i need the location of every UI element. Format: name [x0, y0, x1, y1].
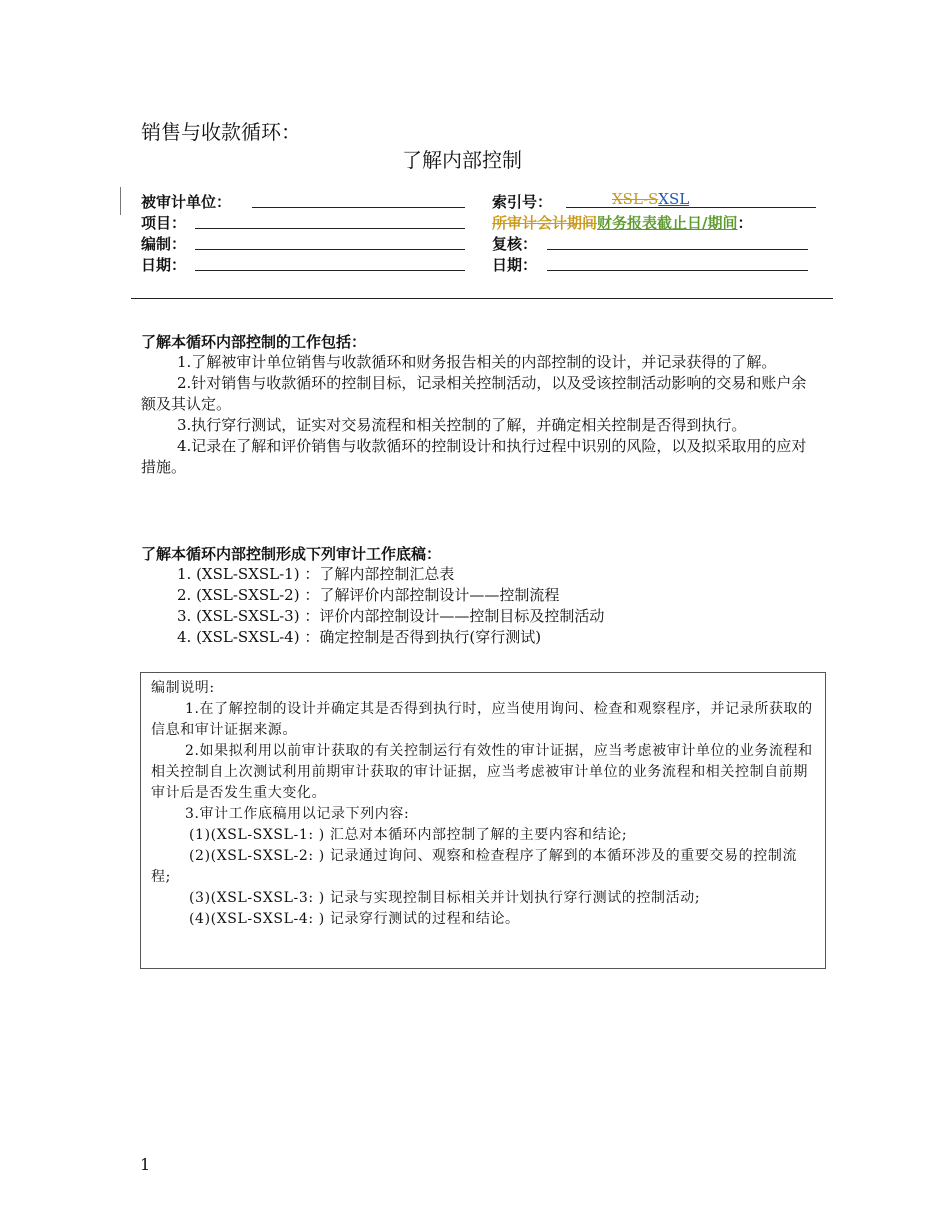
- index-value-deleted: XSL-S: [612, 190, 659, 208]
- index-value-inserted: XSL: [658, 190, 690, 208]
- workpaper-item: 3. (XSL-SXSL-3) ：评价内部控制设计——控制目标及控制活动: [177, 607, 605, 625]
- workpapers-heading: 了解本循环内部控制形成下列审计工作底稿：: [141, 545, 442, 563]
- revision-marker: [120, 187, 121, 215]
- project-field[interactable]: [195, 228, 465, 229]
- workpaper-item: 1. (XSL-SXSL-1) ：了解内部控制汇总表: [177, 565, 455, 583]
- index-field[interactable]: [566, 207, 816, 208]
- section-title: 销售与收款循环：: [141, 120, 301, 144]
- work-scope-list: [141, 352, 816, 478]
- auditee-label: 被审计单位：: [141, 193, 232, 211]
- date-field-left[interactable]: [195, 270, 465, 271]
- index-label: 索引号：: [492, 193, 553, 211]
- review-label: 复核：: [492, 235, 538, 253]
- workpaper-item: 2. (XSL-SXSL-2) ：了解评价内部控制设计——控制流程: [177, 586, 560, 604]
- work-scope-item: 1.了解被审计单位销售与收款循环和财务报告相关的内部控制的设计，并记录获得的了解。: [177, 353, 777, 371]
- period-label-colon: ：: [737, 214, 753, 232]
- project-label: 项目：: [141, 214, 187, 232]
- work-scope-heading: 了解本循环内部控制的工作包括：: [141, 333, 367, 351]
- notes-subitem: (2)(XSL-SXSL-2: ) 记录通过询问、观察和检查程序了解到的本循环涉及的重要交易的控制流程;: [151, 848, 798, 885]
- workpapers-list: [141, 564, 821, 648]
- date-label-right: 日期：: [492, 256, 538, 274]
- period-label-inserted: 财务报表截止日/期间: [597, 214, 738, 232]
- period-label: [492, 212, 753, 233]
- notes-paragraph-3: 3.审计工作底稿用以记录下列内容:: [185, 806, 410, 822]
- notes-box: [140, 672, 826, 969]
- work-scope-item: 2.针对销售与收款循环的控制目标，记录相关控制活动，以及受该控制活动影响的交易和账户余额及其认定。: [141, 374, 807, 413]
- period-label-deleted: 所审计会计期间: [492, 214, 598, 232]
- work-scope-item: 3.执行穿行测试，证实对交易流程和相关控制的了解，并确定相关控制是否得到执行。: [177, 416, 747, 434]
- work-scope-item: 4.记录在了解和评价销售与收款循环的控制设计和执行过程中识别的风险，以及拟采取用的应对措施。: [141, 437, 807, 476]
- notes-paragraph-2: 2.如果拟利用以前审计获取的有关控制运行有效性的审计证据，应当考虑被审计单位的业务流程和相关控制自上次测试利用前期审计获取的审计证据，应当考虑被审计单位的业务流程和相关控制自前期审计后是否发生重大变化。: [151, 743, 813, 801]
- notes-paragraph-1: 1.在了解控制的设计并确定其是否得到执行时，应当使用询问、检查和观察程序，并记录所获取的信息和审计证据来源。: [151, 701, 813, 738]
- prepared-field[interactable]: [195, 249, 465, 250]
- prepared-label: 编制：: [141, 235, 187, 253]
- notes-subitem: (4)(XSL-SXSL-4: ) 记录穿行测试的过程和结论。: [189, 911, 520, 927]
- review-field[interactable]: [547, 249, 808, 250]
- header-separator: [131, 298, 833, 299]
- notes-subitem: (3)(XSL-SXSL-3: ) 记录与实现控制目标相关并计划执行穿行测试的控制活动;: [189, 890, 701, 906]
- date-field-right[interactable]: [547, 270, 808, 271]
- page-number: 1: [140, 1155, 151, 1174]
- notes-subitem: (1)(XSL-SXSL-1: ) 汇总对本循环内部控制了解的主要内容和结论;: [189, 827, 628, 843]
- index-value: [612, 190, 689, 208]
- document-title: 了解内部控制: [402, 148, 522, 172]
- workpaper-item: 4. (XSL-SXSL-4) ：确定控制是否得到执行(穿行测试): [177, 628, 542, 646]
- date-label-left: 日期：: [141, 256, 187, 274]
- auditee-field[interactable]: [252, 207, 465, 208]
- notes-title: 编制说明:: [151, 680, 215, 696]
